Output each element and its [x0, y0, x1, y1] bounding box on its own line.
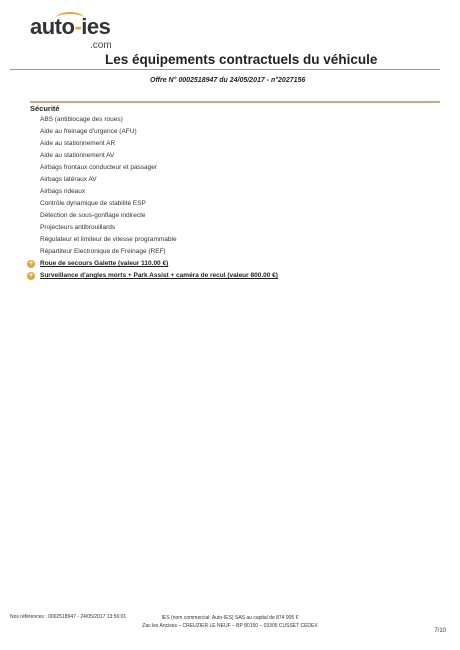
logo-sub: .com [90, 40, 112, 51]
title-divider [10, 69, 440, 70]
plus-circle-icon: + [28, 260, 34, 267]
logo-wordmark [30, 14, 110, 40]
list-item: Aide au stationnement AR [40, 140, 116, 147]
list-item: Aide au freinage d'urgence (AFU) [40, 128, 137, 135]
option-item-park-assist [27, 270, 437, 282]
list-item: Répartiteur Electronique de Freinage (REF) [40, 248, 166, 255]
list-item: Airbags rideaux [40, 188, 86, 195]
list-item: Aide au stationnement AV [40, 152, 115, 159]
list-item: Projecteurs antibrouillards [40, 224, 116, 231]
section-divider [30, 101, 440, 103]
list-item: Détection de sous-gonflage indirecte [40, 212, 146, 219]
logo-word-end: ies [81, 14, 111, 39]
offer-reference: Offre N° 0002518947 du 24/05/2017 - n°2027156 [150, 77, 306, 84]
footer-company-line1: IES (nom commercial: Auto-IES) SAS au capital de 874 905 € [161, 615, 299, 621]
list-item: Airbags frontaux conducteur et passager [40, 164, 158, 171]
option-item-spare-wheel [27, 258, 437, 270]
list-item: Contrôle dynamique de stabilité ESP [40, 200, 146, 207]
list-item: Airbags latéraux AV [40, 176, 97, 183]
footer-company-info [0, 614, 460, 630]
list-item: Régulateur et limiteur de vitesse programmable [40, 236, 177, 243]
option-label: Surveillance d'angles morts + Park Assist + caméra de recul (valeur 800.00 €) [40, 272, 278, 279]
option-label: Roue de secours Galette (valeur 110.00 €) [40, 260, 169, 267]
logo-word-sep: - [74, 14, 82, 39]
logo-word-main: auto [30, 14, 75, 39]
section-title-securite: Sécurité [30, 104, 60, 113]
footer-references: Nos références : 0002518947 - 24/05/2017 13:56:01 [10, 614, 127, 620]
page-number: 7/10 [434, 628, 446, 634]
page-title: Les équipements contractuels du véhicule [105, 52, 378, 67]
list-item: ABS (antiblocage des roues) [40, 116, 123, 123]
plus-circle-icon: + [28, 272, 34, 279]
footer-company-line2: Zac les Ancises – CREUZIER LE NEUF – BP 80150 – 03305 CUSSET CEDEX [142, 623, 318, 629]
equipment-list [40, 114, 440, 258]
